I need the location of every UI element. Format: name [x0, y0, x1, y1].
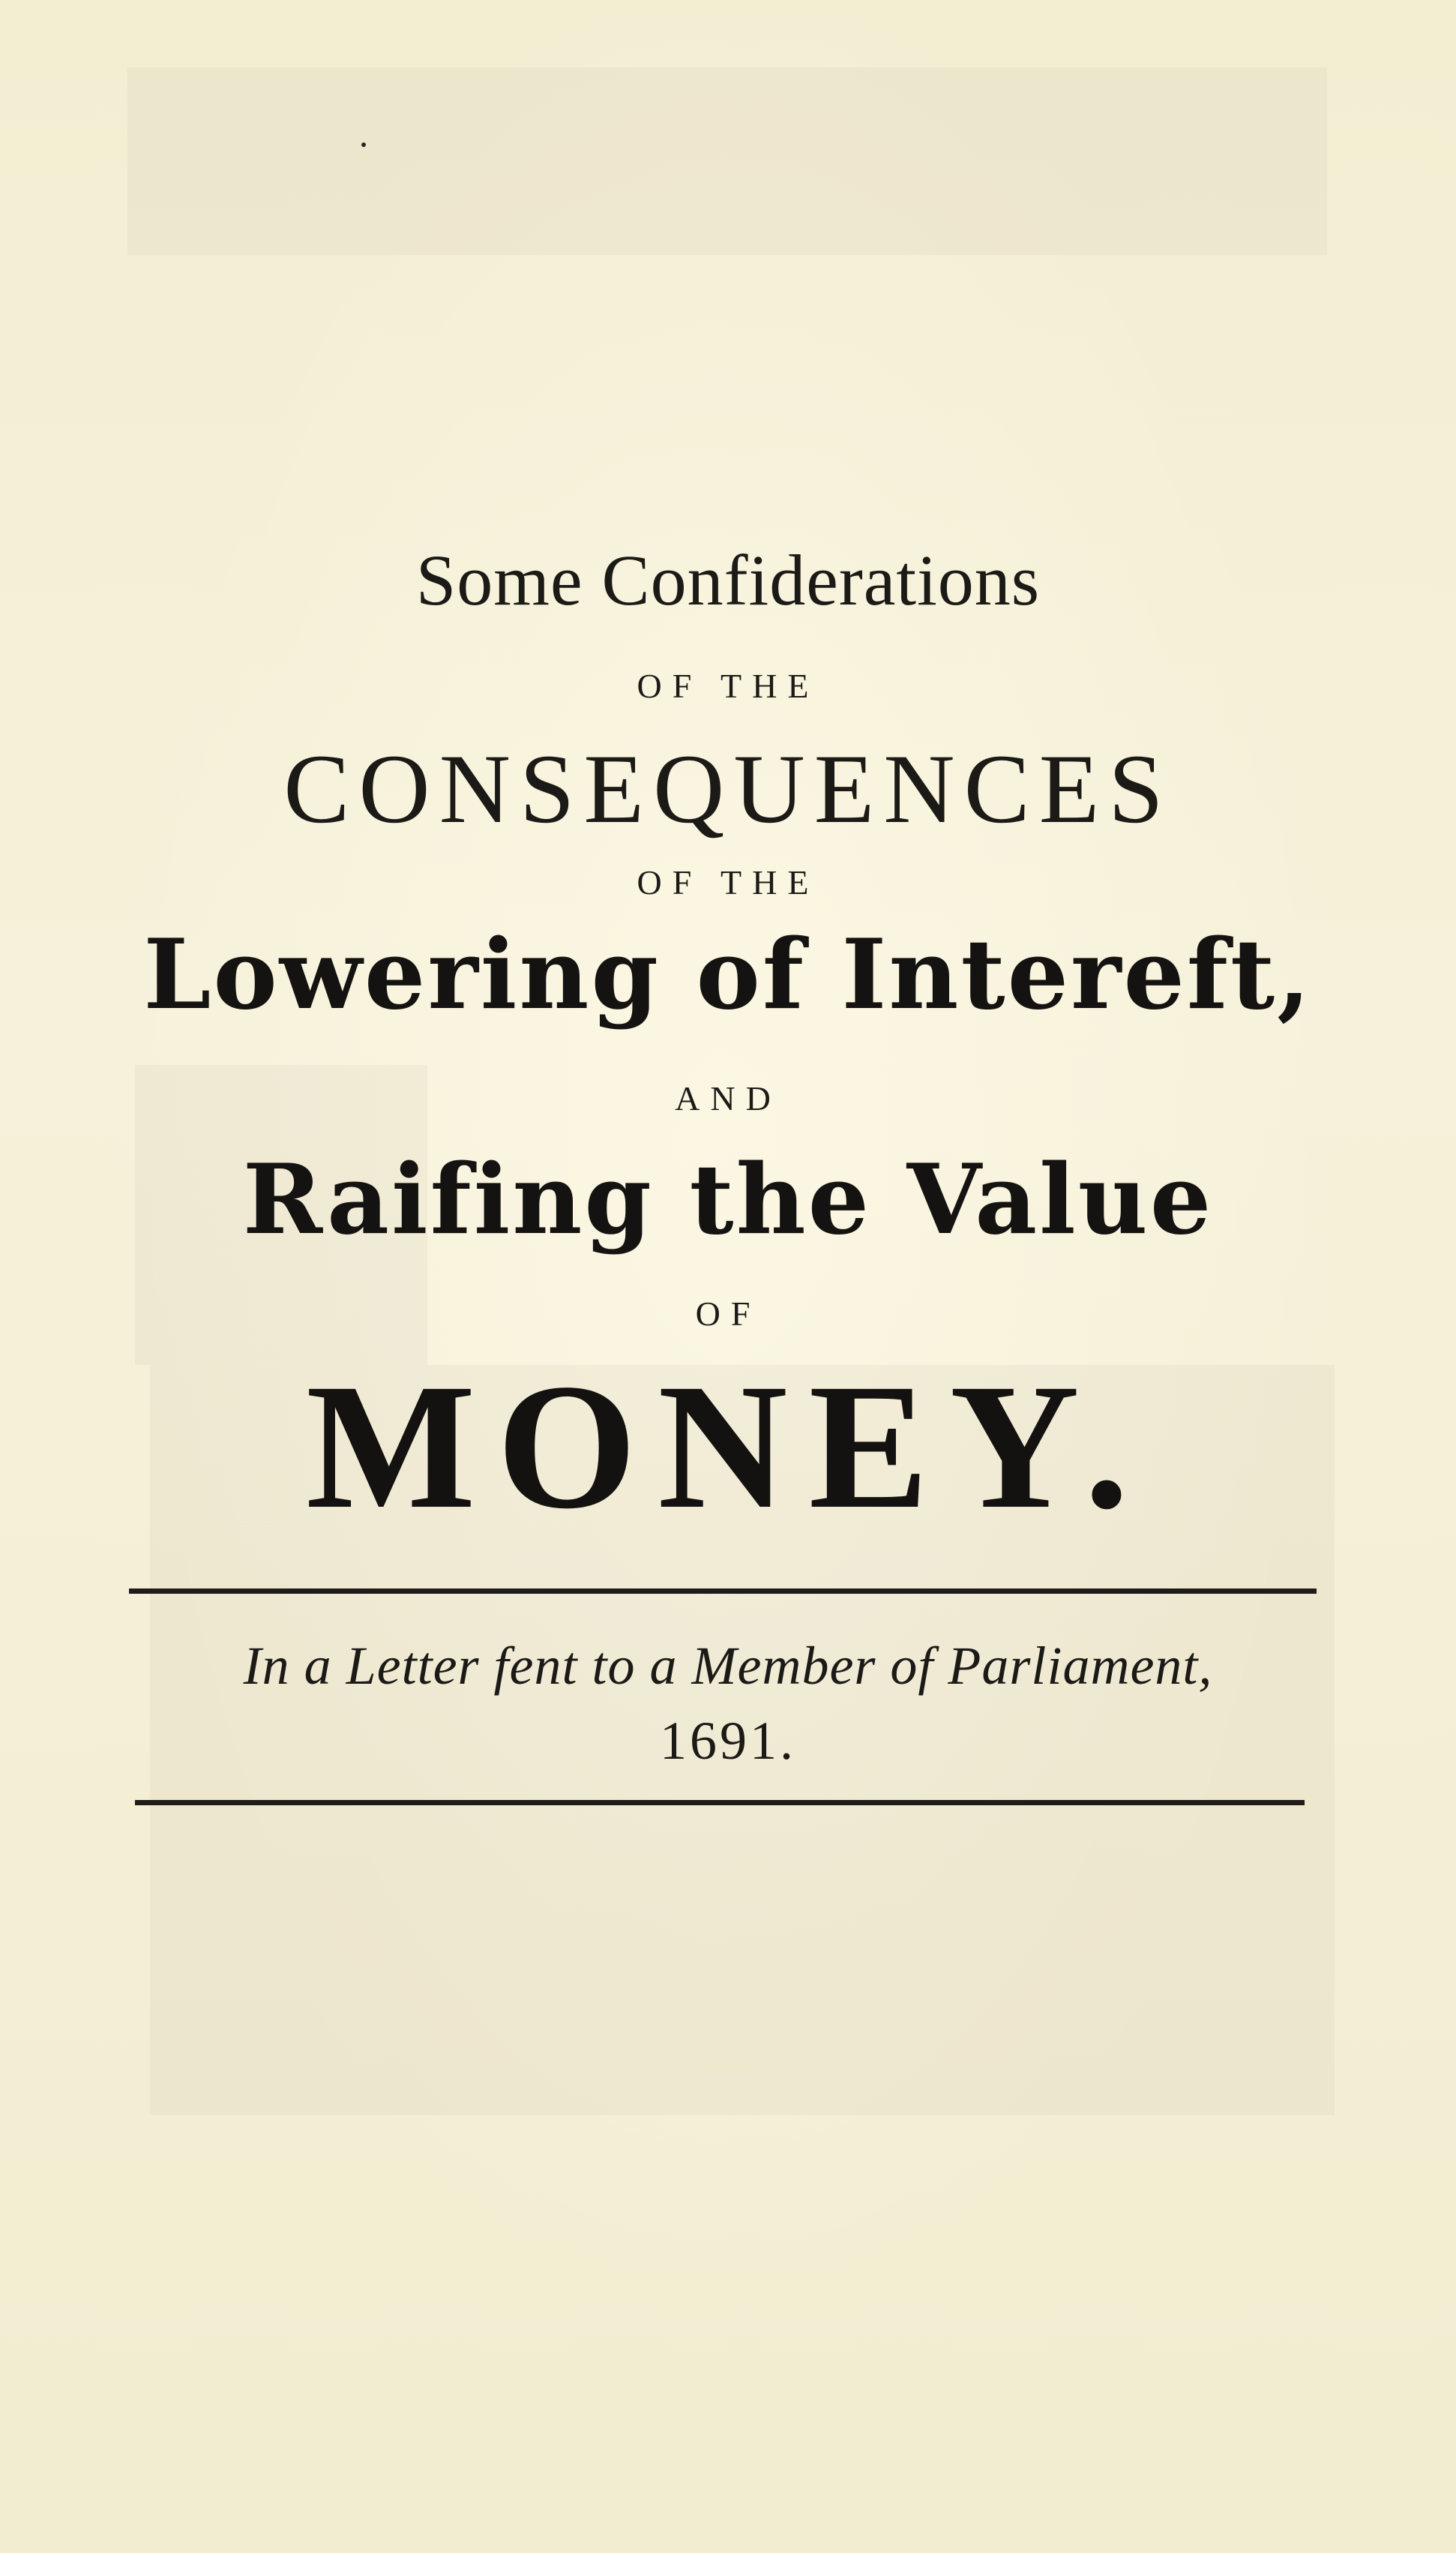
title-line-some-considerations: Some Confiderations	[415, 540, 1041, 620]
ink-speck	[361, 142, 366, 147]
title-of-the-2: OF THE	[637, 863, 819, 902]
title-of-the-1: OF THE	[637, 667, 819, 705]
horizontal-rule-top	[129, 1588, 1317, 1594]
title-raising-the-value: Raifing the Value	[242, 1144, 1214, 1256]
subtitle-letter-to-member: In a Letter fent to a Member of Parliament,	[243, 1636, 1213, 1696]
publication-year: 1691.	[660, 1711, 796, 1771]
title-of: OF	[695, 1294, 761, 1333]
title-money: MONEY.	[306, 1346, 1150, 1546]
horizontal-rule-bottom	[135, 1800, 1305, 1805]
title-consequences: CONSEQUENCES	[283, 734, 1173, 844]
title-and: AND	[675, 1079, 781, 1118]
show-through-header	[127, 68, 1327, 255]
title-lowering-of-interest: Lowering of Intereft,	[143, 919, 1313, 1031]
